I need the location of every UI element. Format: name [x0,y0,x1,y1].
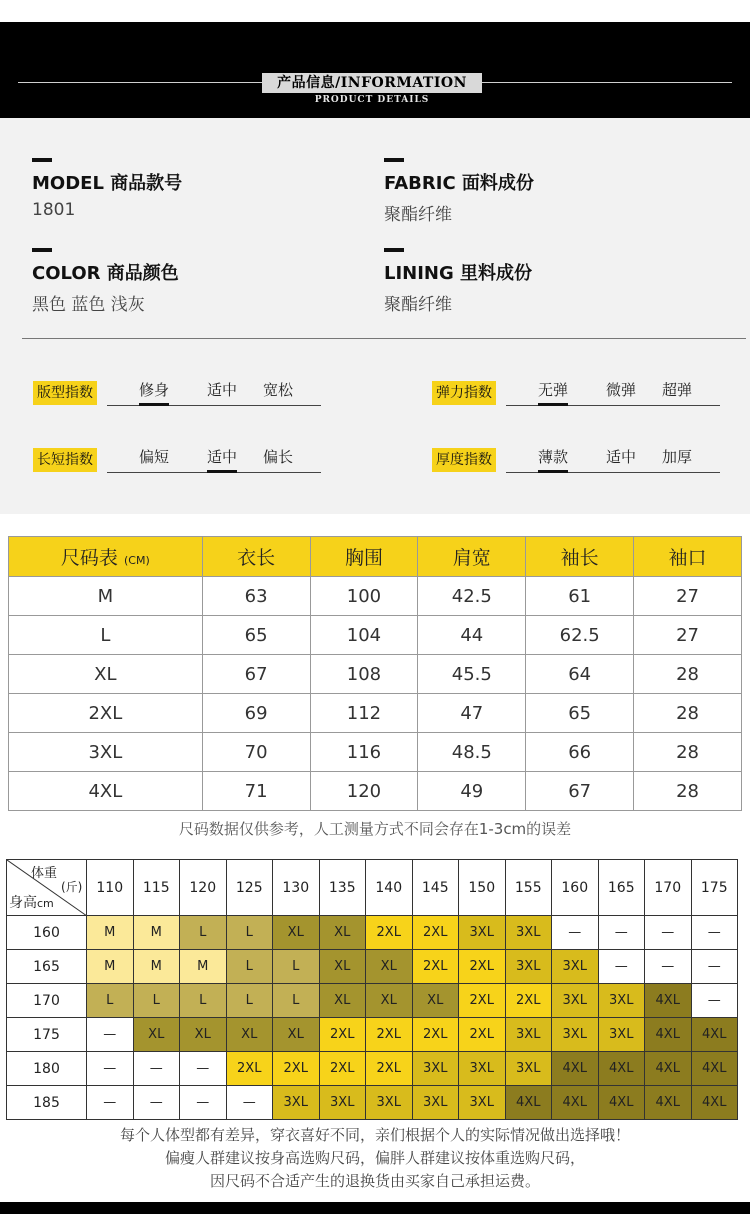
recommended-size-cell: 2XL [459,950,506,984]
attr-lining-label: LINING 里料成份 [384,263,533,284]
weight-header-row [7,860,738,916]
size-chart-title: 尺码表 [60,547,118,569]
index-elasticity-option-3: 超弹 [662,381,693,399]
size-chart-cell: 112 [310,694,418,733]
size-chart-cell: 48.5 [418,733,526,772]
recommended-size-cell: 3XL [319,1086,366,1120]
recommended-size-cell: XL [319,950,366,984]
recommended-size-cell: XL [180,1018,227,1052]
recommended-size-cell: 3XL [598,984,645,1018]
recommended-size-cell: 4XL [645,984,692,1018]
index-length-option-3: 偏长 [263,448,294,466]
size-chart-cell: 64 [526,655,634,694]
size-chart-header: 袖长 [526,537,634,577]
height-row [7,1086,738,1120]
size-chart-row [9,655,742,694]
size-chart-cell: 100 [310,577,418,616]
index-fit-option-1: 修身 [139,381,170,399]
height-cell: 165 [7,950,87,984]
size-chart-row [9,772,742,811]
weight-height-table [6,859,738,1120]
recommended-size-cell: XL [366,984,413,1018]
recommended-size-cell: 2XL [366,1052,413,1086]
size-chart-header-row [9,537,742,577]
recommended-size-cell: M [87,916,134,950]
weight-header-cell: 170 [645,860,692,916]
sizing-advice [0,1124,750,1193]
recommended-size-cell: M [133,950,180,984]
recommended-size-cell: 3XL [505,1018,552,1052]
weight-header-cell: 140 [366,860,413,916]
attr-bar [32,248,52,252]
recommended-size-cell: 3XL [598,1018,645,1052]
sizing-advice-line-2: 偏瘦人群建议按身高选购尺码，偏胖人群建议按体重选购尺码， [164,1149,585,1167]
index-elasticity-option-1: 无弹 [538,381,569,399]
index-elasticity [432,381,722,411]
recommended-size-cell: XL [319,916,366,950]
recommended-size-cell: 2XL [366,1018,413,1052]
size-chart-cell: 70 [202,733,310,772]
size-chart-cell: 28 [634,772,742,811]
size-chart-cell: 61 [526,577,634,616]
recommended-size-cell: — [645,916,692,950]
attr-lining [384,248,532,315]
recommended-size-cell: L [87,984,134,1018]
size-chart-size-cell: L [9,616,203,655]
recommended-size-cell: — [226,1086,273,1120]
index-length [33,448,323,478]
height-row [7,950,738,984]
height-cell: 160 [7,916,87,950]
recommended-size-cell: XL [226,1018,273,1052]
attr-bar [384,158,404,162]
size-chart-header-size [9,537,203,577]
recommended-size-cell: — [691,950,738,984]
size-chart-cell: 27 [634,616,742,655]
attr-lining-value: 聚酯纤维 [384,295,452,315]
height-cell: 180 [7,1052,87,1086]
recommended-size-cell: — [180,1086,227,1120]
recommended-size-cell: 3XL [552,984,599,1018]
index-fit [33,381,323,411]
size-chart-size-cell: M [9,577,203,616]
weight-header-cell: 135 [319,860,366,916]
recommended-size-cell: — [133,1086,180,1120]
recommended-size-cell: 4XL [645,1052,692,1086]
attr-fabric-label: FABRIC 面料成份 [384,173,534,194]
recommended-size-cell: — [552,916,599,950]
recommended-size-cell: L [180,984,227,1018]
height-cell: 175 [7,1018,87,1052]
weight-header-cell: 165 [598,860,645,916]
recommended-size-cell: 3XL [552,950,599,984]
attr-bar [32,158,52,162]
recommended-size-cell: 4XL [645,1086,692,1120]
height-cell: 170 [7,984,87,1018]
size-chart-cell: 28 [634,694,742,733]
size-chart-size-cell: XL [9,655,203,694]
recommended-size-cell: — [691,916,738,950]
size-chart-header: 肩宽 [418,537,526,577]
size-chart-cell: 45.5 [418,655,526,694]
recommended-size-cell: 4XL [645,1018,692,1052]
recommended-size-cell: 3XL [552,1018,599,1052]
recommended-size-cell: M [87,950,134,984]
recommended-size-cell: 3XL [505,916,552,950]
corner-height-text: 身高 [9,895,37,911]
recommended-size-cell: — [87,1086,134,1120]
recommended-size-cell: XL [366,950,413,984]
index-fit-label: 版型指数 [33,381,97,405]
recommended-size-cell: L [133,984,180,1018]
recommended-size-cell: 2XL [319,1018,366,1052]
recommended-size-cell: — [645,950,692,984]
size-chart-size-cell: 2XL [9,694,203,733]
index-thickness-option-2: 适中 [606,448,637,466]
weight-header-cell: 160 [552,860,599,916]
attr-fabric-value: 聚酯纤维 [384,205,452,225]
weight-height-body [7,916,738,1120]
recommended-size-cell: 4XL [691,1018,738,1052]
recommended-size-cell: — [87,1052,134,1086]
recommended-size-cell: 3XL [505,950,552,984]
index-length-option-2: 适中 [207,448,238,466]
size-chart-cell: 108 [310,655,418,694]
weight-header-cell: 130 [273,860,320,916]
recommended-size-cell: 4XL [552,1052,599,1086]
sizing-advice-line-1: 每个人体型都有差异，穿衣喜好不同，亲们根据个人的实际情况做出选择哦！ [119,1126,630,1144]
attr-color [32,248,179,315]
recommended-size-cell: L [273,950,320,984]
sizing-advice-line-3: 因尺码不合适产生的退换货由买家自己承担运费。 [209,1172,540,1190]
height-row [7,1018,738,1052]
recommended-size-cell: XL [273,1018,320,1052]
size-chart-header: 衣长 [202,537,310,577]
recommended-size-cell: 2XL [273,1052,320,1086]
size-chart-cell: 28 [634,733,742,772]
index-thickness-option-3: 加厚 [662,448,693,466]
corner-height-label [9,892,54,912]
index-thickness [432,448,722,478]
recommended-size-cell: 4XL [598,1086,645,1120]
size-chart-cell: 67 [202,655,310,694]
recommended-size-cell: 4XL [691,1086,738,1120]
recommended-size-cell: 2XL [319,1052,366,1086]
size-chart-cell: 42.5 [418,577,526,616]
size-chart-row [9,733,742,772]
corner-cm-label: cm [37,897,54,910]
index-length-label: 长短指数 [33,448,97,472]
size-chart-header: 袖口 [634,537,742,577]
size-chart-unit: (CM) [123,554,150,567]
size-chart-cell: 65 [202,616,310,655]
recommended-size-cell: — [598,916,645,950]
recommended-size-cell: XL [412,984,459,1018]
recommended-size-cell: 3XL [412,1086,459,1120]
attr-bar [384,248,404,252]
index-length-option-1: 偏短 [139,448,170,466]
size-chart-cell: 49 [418,772,526,811]
index-thickness-label: 厚度指数 [432,448,496,472]
size-chart-cell: 67 [526,772,634,811]
index-fit-option-2: 适中 [207,381,238,399]
size-chart-cell: 71 [202,772,310,811]
recommended-size-cell: 2XL [459,984,506,1018]
size-chart-cell: 116 [310,733,418,772]
corner-jin-label: (斤) [61,880,83,894]
header-subtitle: PRODUCT DETAILS [314,95,430,105]
recommended-size-cell: 3XL [459,1086,506,1120]
height-row [7,1052,738,1086]
recommended-size-cell: M [180,950,227,984]
recommended-size-cell: — [180,1052,227,1086]
recommended-size-cell: L [273,984,320,1018]
recommended-size-cell: 3XL [273,1086,320,1120]
weight-header-cell: 145 [412,860,459,916]
size-chart-cell: 62.5 [526,616,634,655]
recommended-size-cell: — [598,950,645,984]
height-cell: 185 [7,1086,87,1120]
weight-header-cell: 155 [505,860,552,916]
weight-header-cell: 175 [691,860,738,916]
attr-model-label: MODEL 商品款号 [32,173,183,194]
size-chart-cell: 65 [526,694,634,733]
recommended-size-cell: XL [133,1018,180,1052]
index-fit-option-3: 宽松 [263,381,294,399]
table-corner-cell [7,860,87,916]
size-chart-body [9,577,742,811]
recommended-size-cell: 2XL [459,1018,506,1052]
index-elasticity-option-2: 微弹 [606,381,637,399]
header-rule-right [482,82,732,83]
recommended-size-cell: — [691,984,738,1018]
recommended-size-cell: 2XL [226,1052,273,1086]
recommended-size-cell: — [133,1052,180,1086]
size-chart-note: 尺码数据仅供参考，人工测量方式不同会存在1-3cm的误差 [178,820,572,838]
size-chart-header: 胸围 [310,537,418,577]
weight-header-cell: 110 [87,860,134,916]
recommended-size-cell: 4XL [691,1052,738,1086]
recommended-size-cell: 2XL [412,916,459,950]
size-chart-cell: 28 [634,655,742,694]
height-row [7,984,738,1018]
attr-color-label: COLOR 商品颜色 [32,263,179,284]
header-title: 产品信息/INFORMATION [262,73,482,93]
size-chart-size-cell: 4XL [9,772,203,811]
size-chart-table [8,536,742,811]
recommended-size-cell: 2XL [412,1018,459,1052]
recommended-size-cell: L [226,950,273,984]
product-info-panel [0,118,750,514]
attr-color-value: 黑色 蓝色 浅灰 [32,295,145,315]
recommended-size-cell: XL [273,916,320,950]
size-chart-cell: 44 [418,616,526,655]
index-elasticity-label: 弹力指数 [432,381,496,405]
size-chart-cell: 69 [202,694,310,733]
weight-header-cell: 150 [459,860,506,916]
size-chart-row [9,616,742,655]
footer-bar [0,1202,750,1214]
recommended-size-cell: 2XL [366,916,413,950]
recommended-size-cell: 4XL [598,1052,645,1086]
size-chart-cell: 63 [202,577,310,616]
height-row [7,916,738,950]
size-chart-size-cell: 3XL [9,733,203,772]
recommended-size-cell: 3XL [505,1052,552,1086]
size-chart-cell: 104 [310,616,418,655]
size-chart-cell: 66 [526,733,634,772]
weight-header-cell: 120 [180,860,227,916]
size-chart-cell: 27 [634,577,742,616]
recommended-size-cell: L [226,984,273,1018]
recommended-size-cell: L [226,916,273,950]
recommended-size-cell: 4XL [552,1086,599,1120]
recommended-size-cell: 2XL [505,984,552,1018]
recommended-size-cell: — [87,1018,134,1052]
size-chart-cell: 120 [310,772,418,811]
attr-model-value: 1801 [32,200,76,220]
size-chart-row [9,694,742,733]
recommended-size-cell: 3XL [366,1086,413,1120]
info-header [0,22,750,118]
recommended-size-cell: 3XL [459,1052,506,1086]
weight-header-cell: 125 [226,860,273,916]
recommended-size-cell: M [133,916,180,950]
recommended-size-cell: 3XL [459,916,506,950]
index-thickness-option-1: 薄款 [538,448,569,466]
recommended-size-cell: XL [319,984,366,1018]
panel-divider [22,338,746,339]
size-chart-cell: 47 [418,694,526,733]
attr-model [32,158,182,220]
attr-fabric [384,158,534,225]
header-rule-left [18,82,262,83]
weight-header-cell: 115 [133,860,180,916]
recommended-size-cell: 3XL [412,1052,459,1086]
recommended-size-cell: L [180,916,227,950]
corner-weight-label: 体重 [31,866,58,881]
recommended-size-cell: 2XL [412,950,459,984]
recommended-size-cell: 4XL [505,1086,552,1120]
size-chart-row [9,577,742,616]
